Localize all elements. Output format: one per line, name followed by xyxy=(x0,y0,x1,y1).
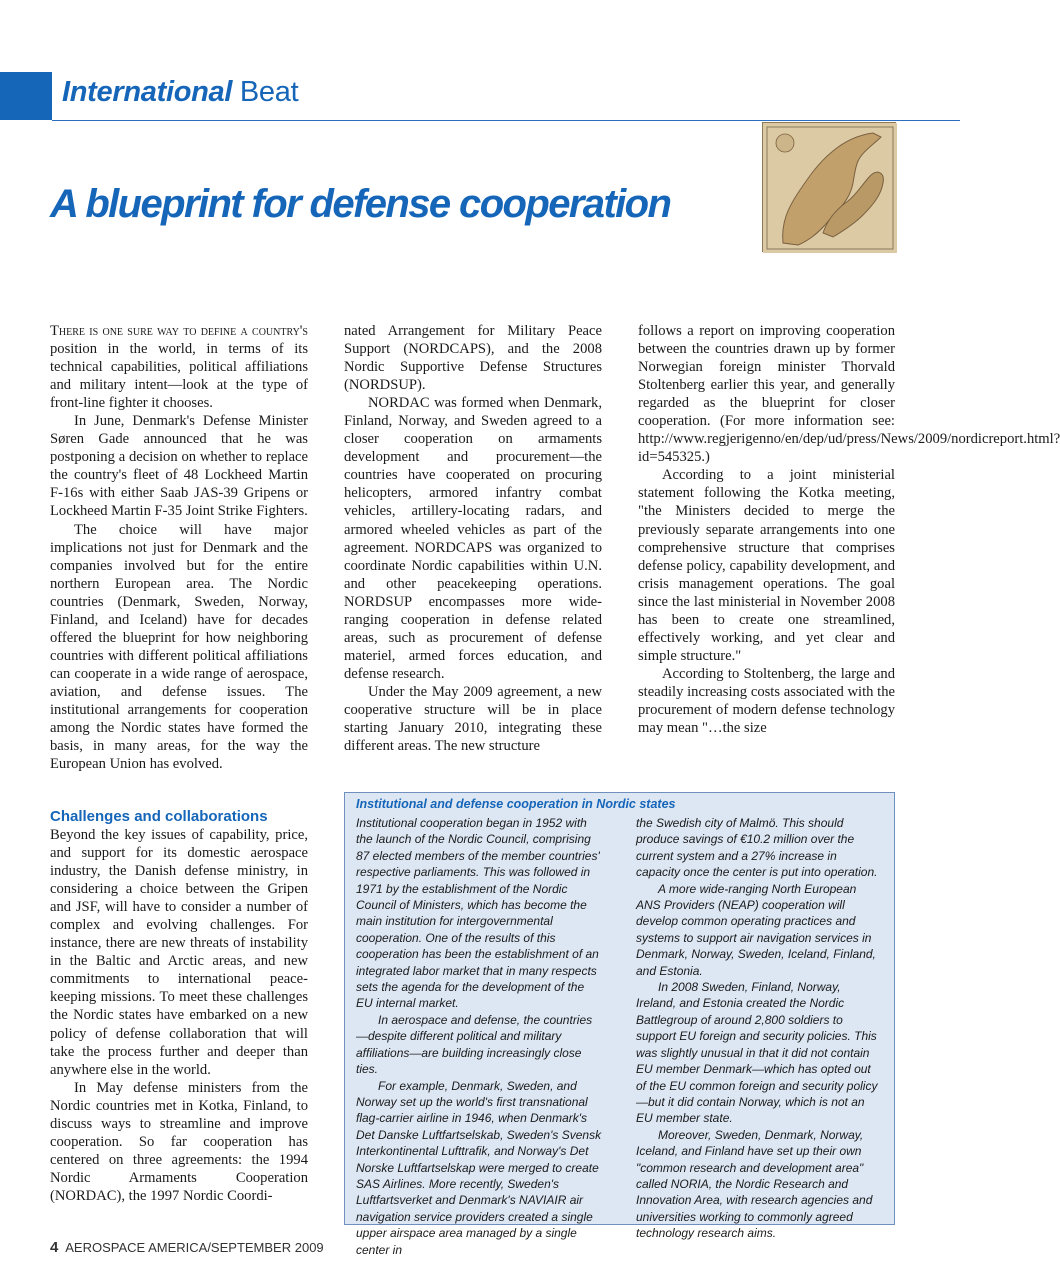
col1b-paragraph-1: Beyond the key issues of capability, price, and support for its domestic aerospace industry, the Danish defense ministry, in considering a choice between the Gripen and JSF, will have to consider a number of complex and evolving challenges. For instance, there are new threats of instability in the Baltic and Arctic areas, and new commitments to international peace-keeping missions. To meet these challenges the Nordic states have embarked on a new policy of defense collaboration that will take the process further and deeper than anywhere else in the world. xyxy=(50,827,308,1078)
col1-paragraph-1 xyxy=(50,322,308,412)
section-label-rest: Beat xyxy=(239,76,299,108)
col1-paragraph-2: In June, Denmark's Defense Minister Søren Gade announced that he was postponing a decision on whether to replace the country's fleet of 48 Lockheed Martin F-16s with either Saab JAS-39 Gripens or Lockheed Martin F-35 Joint Strike Fighters. xyxy=(50,413,308,520)
sidebar-left-paragraph-2: In aerospace and defense, the countries—despite different political and military affiliations—are building increasingly close ties. xyxy=(356,1012,593,1077)
column-3 xyxy=(638,322,1060,737)
col3-paragraph-1: follows a report on improving cooperation between the countries drawn up by former Norwegian foreign minister Thorvald Stoltenberg earlier this year, and generally regarded as the blueprint for closer cooperation. (For more information see: http://www.regjerigenno/en/dep/ud/press/News/2009/nordicreport.html?id=545325.) xyxy=(638,323,1060,466)
col2-paragraph-1: nated Arrangement for Military Peace Support (NORDCAPS), and the 2008 Nordic Supportive Defense Structures (NORDSUP). xyxy=(344,323,602,394)
col3-paragraph-3: According to Stoltenberg, the large and steadily increasing costs associated with the procurement of modern defense technology may mean "…the size xyxy=(638,665,895,737)
column-2 xyxy=(344,322,602,755)
col3-paragraph-2: According to a joint ministerial statement following the Kotka meeting, "the Ministers decided to merge the previously separate arrangements into one comprehensive structure that comprises defense policy, capability development, and crisis management operations. The goal since the last ministerial in November 2008 has been to create one streamlined, effectively working, and yet clear and simple structure." xyxy=(638,467,895,664)
section-rule xyxy=(52,120,960,121)
sidebar-right-paragraph-1: the Swedish city of Malmö. This should produce savings of €10.2 million over the current system and a 27% increase in capacity once the center is put into operation. xyxy=(636,816,878,880)
subhead: Challenges and collaborations xyxy=(50,808,268,825)
col1b-paragraph-2: In May defense ministers from the Nordic countries met in Kotka, Finland, to discuss ways to streamline and improve cooperation. So far cooperation has centered on three agreements: the 1994 Nordic Armaments Cooperation (NORDAC), the 1997 Nordic Coordi- xyxy=(50,1079,308,1204)
section-label xyxy=(62,76,298,109)
sidebar-left-paragraph-1: Institutional cooperation began in 1952 with the launch of the Nordic Council, comprising 87 elected members of the member countries' respective parliaments. This was followed in 1971 by the establishment of the Nordic Council of Ministers, which has become the main institution for intergovernmental cooperation. One of the results of this cooperation has been the establishment of an integrated labor market that in many respects sets the agenda for the development of the EU internal market. xyxy=(356,816,600,1011)
sidebar-right-paragraph-4: Moreover, Sweden, Denmark, Norway, Iceland, and Finland have set up their own "common research and development area" called NORIA, the Nordic Research and Innovation Area, with research agencies and universities working to commonly agreed technology research aims. xyxy=(636,1127,873,1241)
map-image xyxy=(762,122,896,252)
sidebar-right-paragraph-3: In 2008 Sweden, Finland, Norway, Ireland, and Estonia created the Nordic Battlegroup of around 2,800 soldiers to support EU foreign and security policies. This was slightly unusual in that it did not contain EU member Denmark—which has opted out of the EU common foreign and security policy—but it did contain Norway, which is not an EU member state. xyxy=(636,980,878,1126)
sidebar-column-right xyxy=(636,815,883,1242)
article-headline: A blueprint for defense cooperation xyxy=(50,182,671,226)
sidebar-left-paragraph-3: For example, Denmark, Sweden, and Norway set up the world's first transnational flag-carrier airline in 1946, when Denmark's Det Danske Luftfartselskab, Sweden's Svensk Interkontinental Lufttrafik, and Norway's Det Norske Luftfartselskap were merged to create SAS Airlines. More recently, Sweden's Luftfartsverket and Denmark's NAVIAIR air navigation service providers created a single upper airspace area managed by a single center in xyxy=(356,1078,602,1257)
section-label-bold: International xyxy=(62,76,233,108)
lead-in: There is one sure way to define a country's xyxy=(50,323,308,339)
page-number: 4 xyxy=(50,1239,59,1256)
section-color-bar xyxy=(0,72,52,120)
col2-paragraph-3: Under the May 2009 agreement, a new cooperative structure will be in place starting January 2010, integrating these different areas. The new structure xyxy=(344,683,602,755)
col2-paragraph-2: NORDAC was formed when Denmark, Finland, Norway, and Sweden agreed to a closer cooperation on armaments development and procurement—the countries have cooperated on procuring helicopters, armored infantry combat vehicles, artillery-locating radars, and armored wheeled vehicles as part of the agreement. NORDCAPS was organized to coordinate Nordic capabilities within U.N. and other peacekeeping operations. NORDSUP encompasses more wide-ranging cooperation in defense related areas, such as procurement of defense materiel, armed forces education, and defense research. xyxy=(344,395,602,682)
col1-paragraph-3: The choice will have major implications not just for Denmark and the companies involved but for the entire northern European area. The Nordic countries (Denmark, Sweden, Norway, Finland, and Iceland) have for decades offered the blueprint for how neighboring countries with different political affiliations can cooperate in a wide range of aerospace, aviation, and defense issues. The institutional arrangements for cooperation among the Nordic states have formed the basis, in many areas, for the way the European Union has evolved. xyxy=(50,521,308,773)
col1-p1-rest: position in the world, in terms of its technical capabilities, political affiliations and military intent—look at the type of front-line fighter it chooses. xyxy=(50,341,308,412)
sidebar-title: Institutional and defense cooperation in Nordic states xyxy=(356,797,676,811)
sidebar-box xyxy=(344,792,895,1257)
map-illustration xyxy=(763,123,897,253)
column-1-lower xyxy=(50,808,308,1205)
sidebar-column-left xyxy=(356,815,602,1258)
page-footer xyxy=(50,1239,324,1256)
column-1 xyxy=(50,322,308,773)
sidebar-right-paragraph-2: A more wide-ranging North European ANS Providers (NEAP) cooperation will develop common operating practices and systems to support air navigation services in Denmark, Norway, Sweden, Iceland, Finland, and Estonia. xyxy=(636,881,876,978)
footer-text: AEROSPACE AMERICA/SEPTEMBER 2009 xyxy=(65,1240,324,1255)
